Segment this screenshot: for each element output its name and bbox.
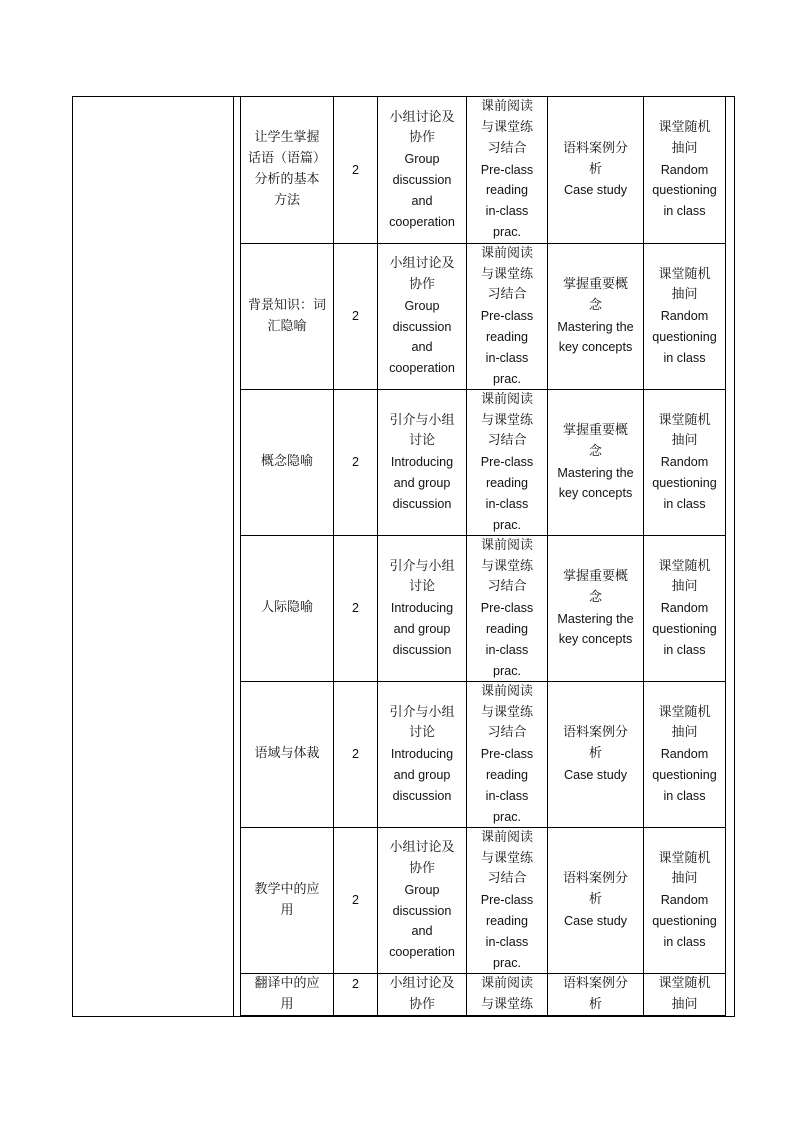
cell-text-line: in-class [485, 788, 529, 803]
cell-text-line: 小组讨论及 [389, 109, 455, 125]
teaching-form-cell [378, 828, 466, 973]
hours-cell [334, 974, 377, 1015]
cell-text-line: 习结合 [487, 140, 527, 156]
cell-text-line: 课堂随机 [658, 850, 711, 866]
assessment-cell [644, 97, 725, 243]
cell-text-line: reading [485, 767, 528, 782]
cell-text-line: 抽问 [671, 996, 698, 1012]
cell-text-line: Case study [564, 767, 627, 782]
cell-text-line: 背景知识：词 [247, 297, 326, 313]
hours-cell [334, 97, 377, 243]
cell-text-line: in-class [485, 496, 529, 511]
cell-text-line: Case study [564, 183, 627, 198]
cell-text-line: questioning [652, 183, 717, 198]
cell-text-line: 翻译中的应 [254, 976, 320, 991]
cell-text-line: in class [663, 934, 706, 949]
cell-text-line: prac. [493, 371, 521, 386]
cell-text-line: questioning [652, 913, 717, 928]
cell-text-line: 小组讨论及 [389, 256, 455, 272]
row-divider [240, 1015, 726, 1016]
cell-text-line: 抽问 [671, 579, 698, 595]
focus-cell [548, 828, 643, 973]
cell-text-line: Introducing [390, 455, 454, 470]
cell-text-line: discussion [392, 788, 452, 803]
cell-text-line: 课前阅读 [480, 245, 533, 261]
cell-text-line: reading [485, 475, 528, 490]
hours-cell [334, 390, 377, 535]
cell-text-line: prac. [493, 663, 521, 678]
cell-text-line: discussion [392, 319, 452, 334]
cell-text-line: 用 [280, 902, 294, 918]
cell-text-line: 抽问 [671, 140, 698, 156]
cell-text-line: 方法 [273, 192, 300, 208]
cell-text-line: Pre-class [480, 893, 534, 908]
cell-text-line: 析 [588, 161, 602, 177]
assessment-cell [644, 682, 725, 827]
teaching-form-cell [378, 97, 466, 243]
cell-text-line: and [411, 924, 433, 939]
cell-text-line: discussion [392, 173, 452, 187]
cell-text-line: 掌握重要概 [562, 276, 628, 292]
cell-text-line: 习结合 [487, 433, 527, 449]
cell-text-line: Random [660, 747, 709, 762]
learning-mode-cell [467, 682, 547, 827]
cell-text-line: 与课堂练 [480, 558, 533, 574]
cell-text-line: 引介与小组 [389, 704, 455, 720]
teaching-form-cell [378, 682, 466, 827]
cell-text-line: 与课堂练 [480, 412, 533, 428]
cell-text-line: and group [393, 767, 451, 782]
cell-text-line: key concepts [558, 486, 633, 501]
hours-cell [334, 244, 377, 389]
table-right-border [734, 96, 735, 1017]
cell-text-line: Random [660, 893, 709, 908]
cell-text-line: questioning [652, 621, 717, 636]
cell-text-line: 念 [588, 589, 602, 605]
cell-text-line: 汇隐喻 [267, 318, 307, 334]
cell-text-line: 小组讨论及 [389, 840, 455, 856]
cell-text-line: 课堂随机 [658, 704, 711, 720]
assessment-cell [644, 536, 725, 681]
cell-text-line: in class [663, 496, 706, 511]
cell-text-line: 课前阅读 [480, 976, 533, 991]
cell-text-line: 概念隐喻 [260, 454, 313, 470]
cell-text-line: 协作 [408, 130, 435, 146]
cell-text-line: prac. [493, 955, 521, 970]
cell-text-line: 2 [351, 309, 359, 324]
cell-text-line: discussion [392, 903, 452, 918]
cell-text-line: in-class [485, 934, 529, 949]
focus-cell [548, 682, 643, 827]
cell-text-line: 习结合 [487, 725, 527, 741]
focus-cell [548, 390, 643, 535]
cell-text-line: reading [485, 621, 528, 636]
assessment-cell [644, 390, 725, 535]
cell-text-line: 课堂随机 [658, 266, 711, 282]
cell-text-line: prac. [493, 224, 521, 239]
cell-text-line: 析 [588, 996, 602, 1012]
cell-text-line: 与课堂练 [480, 266, 533, 282]
cell-text-line: 抽问 [671, 433, 698, 449]
assessment-cell [644, 244, 725, 389]
cell-text-line: 让学生掌握 [254, 130, 320, 146]
teaching-form-cell [378, 974, 466, 1015]
cell-text-line: discussion [392, 642, 452, 657]
cell-text-line: 掌握重要概 [562, 568, 628, 584]
cell-text-line: Mastering the [557, 611, 634, 626]
cell-text-line: questioning [652, 475, 717, 490]
teaching-form-cell [378, 244, 466, 389]
cell-text-line: Pre-class [480, 747, 534, 762]
cell-text-line: 念 [588, 297, 602, 313]
cell-text-line: 课前阅读 [480, 683, 533, 699]
column-divider [233, 96, 234, 1016]
cell-text-line: 课堂随机 [658, 412, 711, 428]
learning-mode-cell [467, 828, 547, 973]
assessment-cell [644, 974, 725, 1015]
cell-text-line: 用 [280, 996, 294, 1012]
cell-text-line: 抽问 [671, 725, 698, 741]
cell-text-line: 语域与体裁 [254, 746, 320, 762]
cell-text-line: Mastering the [557, 319, 634, 334]
hours-cell [334, 828, 377, 973]
cell-text-line: 习结合 [487, 871, 527, 887]
cell-text-line: reading [485, 329, 528, 344]
cell-text-line: 析 [588, 892, 602, 908]
topic-cell [241, 390, 333, 535]
cell-text-line: 讨论 [408, 725, 435, 741]
topic-cell [241, 536, 333, 681]
learning-mode-cell [467, 97, 547, 243]
focus-cell [548, 536, 643, 681]
cell-text-line: cooperation [389, 361, 455, 376]
cell-text-line: 引介与小组 [389, 412, 455, 428]
focus-cell [548, 974, 643, 1015]
cell-text-line: 人际隐喻 [260, 600, 313, 616]
cell-text-line: 语料案例分 [562, 976, 628, 991]
cell-text-line: and group [393, 621, 451, 636]
cell-text-line: 课前阅读 [480, 391, 533, 407]
cell-text-line: and [411, 193, 433, 208]
learning-mode-cell [467, 390, 547, 535]
cell-text-line: in class [663, 350, 706, 365]
cell-text-line: 分析的基本 [254, 172, 320, 187]
cell-text-line: in-class [485, 204, 529, 219]
cell-text-line: 抽问 [671, 287, 698, 303]
cell-text-line: in-class [485, 642, 529, 657]
cell-text-line: 协作 [408, 996, 435, 1012]
cell-text-line: 课堂随机 [658, 976, 711, 991]
cell-text-line: 课堂随机 [658, 558, 711, 574]
table-left-border [72, 96, 73, 1017]
cell-text-line: in class [663, 788, 706, 803]
cell-text-line: cooperation [389, 945, 455, 960]
cell-text-line: Random [660, 162, 709, 177]
cell-text-line: Introducing [390, 747, 454, 762]
assessment-cell [644, 828, 725, 973]
topic-cell [241, 682, 333, 827]
cell-text-line: 与课堂练 [480, 996, 533, 1012]
cell-text-line: 2 [351, 893, 359, 908]
cell-text-line: questioning [652, 767, 717, 782]
cell-text-line: 课堂随机 [658, 120, 711, 135]
cell-text-line: 2 [351, 747, 359, 762]
topic-cell [241, 97, 333, 243]
cell-text-line: 抽问 [671, 871, 698, 887]
cell-text-line: Group [404, 882, 440, 897]
cell-text-line: Random [660, 309, 709, 324]
cell-text-line: and [411, 340, 433, 355]
cell-text-line: 2 [351, 977, 359, 991]
cell-text-line: key concepts [558, 340, 633, 355]
hours-cell [334, 536, 377, 681]
cell-text-line: in class [663, 642, 706, 657]
focus-cell [548, 97, 643, 243]
topic-cell [241, 828, 333, 973]
cell-text-line: cooperation [389, 214, 455, 229]
cell-text-line: Mastering the [557, 465, 634, 480]
cell-text-line: 话语（语篇） [247, 151, 326, 167]
cell-text-line: Random [660, 601, 709, 616]
cell-text-line: 引介与小组 [389, 558, 455, 574]
topic-cell [241, 244, 333, 389]
cell-text-line: reading [485, 913, 528, 928]
cell-text-line: 与课堂练 [480, 704, 533, 720]
cell-text-line: reading [485, 183, 528, 198]
cell-text-line: 语料案例分 [562, 140, 628, 156]
cell-text-line: discussion [392, 496, 452, 511]
cell-text-line: 2 [351, 601, 359, 616]
cell-text-line: key concepts [558, 632, 633, 647]
cell-text-line: 2 [351, 162, 359, 177]
cell-text-line: in-class [485, 350, 529, 365]
cell-text-line: prac. [493, 809, 521, 824]
cell-text-line: 教学中的应 [254, 881, 320, 897]
cell-text-line: 习结合 [487, 579, 527, 595]
cell-text-line: 小组讨论及 [389, 976, 455, 991]
cell-text-line: 语料案例分 [562, 725, 628, 741]
cell-text-line: and group [393, 475, 451, 490]
teaching-form-cell [378, 536, 466, 681]
learning-mode-cell [467, 536, 547, 681]
cell-text-line: 念 [588, 443, 602, 459]
focus-cell [548, 244, 643, 389]
column-divider [725, 96, 726, 1016]
cell-text-line: Introducing [390, 601, 454, 616]
hours-cell [334, 682, 377, 827]
cell-text-line: 协作 [408, 276, 435, 292]
cell-text-line: Random [660, 455, 709, 470]
cell-text-line: Group [404, 298, 440, 313]
cell-text-line: Pre-class [480, 601, 534, 616]
cell-text-line: Pre-class [480, 162, 534, 177]
cell-text-line: 与课堂练 [480, 120, 533, 135]
cell-text-line: 掌握重要概 [562, 422, 628, 438]
cell-text-line: 析 [588, 746, 602, 762]
cell-text-line: prac. [493, 517, 521, 532]
cell-text-line: Case study [564, 913, 627, 928]
cell-text-line: 与课堂练 [480, 850, 533, 866]
cell-text-line: Pre-class [480, 455, 534, 470]
topic-cell [241, 974, 333, 1015]
cell-text-line: Group [404, 152, 440, 167]
teaching-form-cell [378, 390, 466, 535]
cell-text-line: 讨论 [408, 433, 435, 449]
cell-text-line: 协作 [408, 860, 435, 876]
cell-text-line: Pre-class [480, 309, 534, 324]
learning-mode-cell [467, 974, 547, 1015]
cell-text-line: 课前阅读 [480, 99, 533, 115]
cell-text-line: 课前阅读 [480, 537, 533, 553]
cell-text-line: questioning [652, 329, 717, 344]
cell-text-line: 2 [351, 455, 359, 470]
table-bottom-border [72, 1016, 735, 1017]
learning-mode-cell [467, 244, 547, 389]
cell-text-line: 语料案例分 [562, 871, 628, 887]
cell-text-line: 习结合 [487, 287, 527, 303]
cell-text-line: in class [663, 204, 706, 219]
cell-text-line: 讨论 [408, 579, 435, 595]
cell-text-line: 课前阅读 [480, 829, 533, 845]
